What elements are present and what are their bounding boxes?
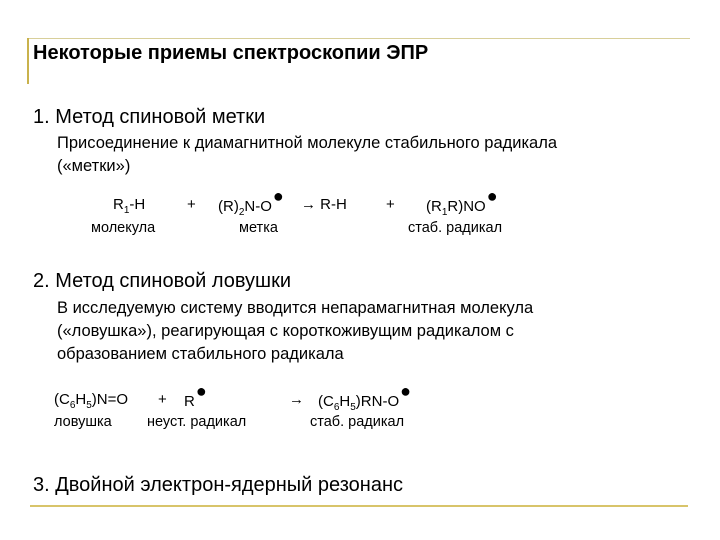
section-1-description	[57, 132, 557, 178]
section-1-label-stable-radical: стаб. радикал	[408, 220, 503, 236]
section-2-equation-short-lived-radical: R●	[184, 381, 207, 410]
section-1-heading: 1. Метод спиновой метки	[33, 106, 266, 128]
radical-dot-icon: ●	[195, 381, 207, 401]
radical-dot-icon: ●	[486, 186, 498, 206]
section-2-label-trap: ловушка	[54, 414, 112, 430]
section-2-heading: 2. Метод спиновой ловушки	[33, 270, 292, 292]
radical-dot-icon: ●	[272, 186, 284, 206]
section-1-equation-plus-1: +	[187, 196, 196, 213]
slide-title: Некоторые приемы спектроскопии ЭПР	[33, 42, 429, 64]
section-2-equation-trap: $(C_6H_5)N=O$	[54, 391, 129, 411]
section-2-label-unstable-radical: неуст. радикал	[147, 414, 247, 430]
section-1-equation-label-reagent: $(R)_2N-O●$	[218, 186, 284, 218]
section-1-equation-plus-2: +	[386, 196, 395, 213]
title-accent-bar	[27, 38, 29, 84]
section-2-equation-product: $(C_6H_5)RN-O●$	[318, 381, 411, 413]
section-1-equation-product: → R-H	[301, 196, 347, 213]
section-1-label-molecule: молекула	[91, 220, 156, 236]
section-1-equation-radical: $(R_1R)NO●$	[426, 186, 498, 218]
section-1-label-spin-label: метка	[239, 220, 278, 236]
section-2-label-stable-radical: стаб. радикал	[310, 414, 405, 430]
section-2-equation-arrow: →	[289, 391, 304, 408]
radical-dot-icon: ●	[400, 381, 411, 401]
section-2-description-line-2: («ловушка»), реагирующая с короткоживущим радикалом с	[57, 322, 514, 340]
section-1-equation-reactant: $R_1-H$	[113, 196, 146, 216]
section-3-heading: 3. Двойной электрон-ядерный резонанс	[33, 474, 403, 496]
section-2-description-line-1: В исследуемую систему вводится непарамагнитная молекула	[57, 299, 534, 317]
bottom-rule	[30, 505, 688, 507]
section-1-description-line-1: Присоединение к диамагнитной молекуле стабильного радикала	[57, 134, 558, 152]
section-2-description	[57, 297, 533, 366]
section-1-description-line-2: («метки»)	[57, 157, 131, 175]
section-2-equation-plus: +	[158, 391, 167, 408]
top-rule	[27, 38, 690, 39]
section-2-description-line-3: образованием стабильного радикала	[57, 345, 344, 363]
